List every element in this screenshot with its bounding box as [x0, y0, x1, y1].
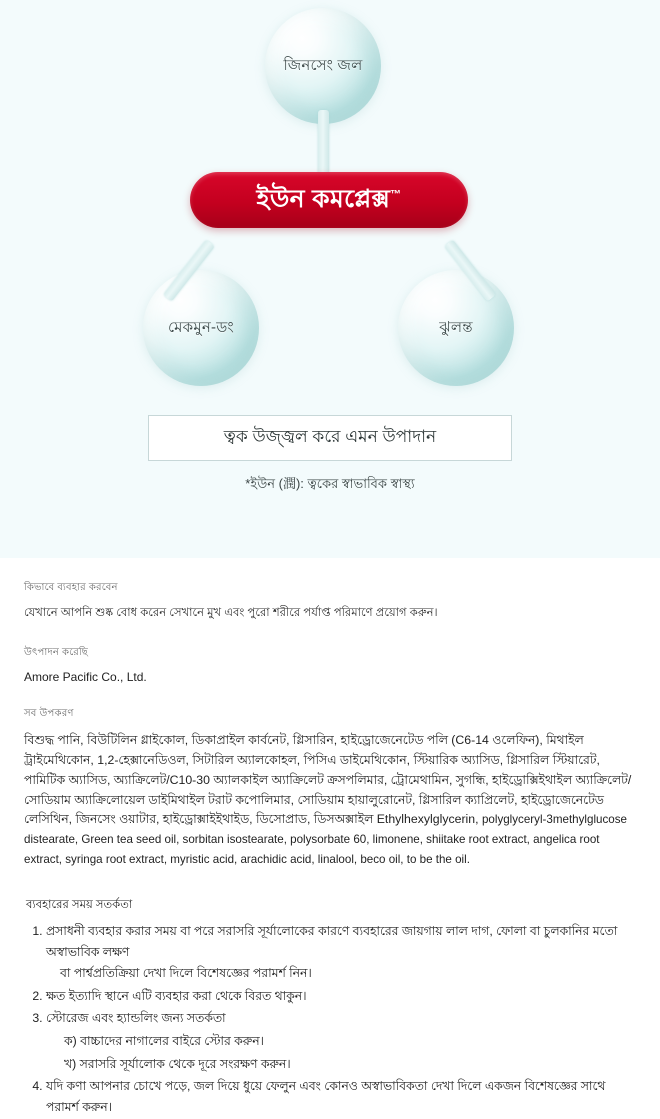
- ingredients-heading: সব উপকরণ: [24, 707, 74, 719]
- bubble-hanging: [398, 270, 514, 386]
- warning-text: ক্ষত ইত্যাদি স্থানে এটি ব্যবহার করা থেকে বিরত থাকুন।: [46, 988, 307, 1003]
- bubble-ginseng-water: [265, 8, 381, 124]
- ingredients-bengali: বিশুদ্ধ পানি, বিউটিলিন গ্লাইকোল, ডিকাপ্রাইল কার্বনেট, গ্লিসারিন, হাইড্রোজেনেটেড পলি (C6-14 ওলেফিন), মিথাইল ট্রাইমেথিকোন, 1,2-হেক্সানেডিওল, সিটারিল অ্যালকোহল, পিসিএ ডাইমেথিকোন, স্টিয়ারিক অ্যাসিড, গ্লিসারিল স্টিয়ারেট, পামিটিক অ্যাসিড, অ্যাক্রিলেট/C10-30 অ্যালকাইল অ্যাক্রিলেট ক্রসপলিমার, ট্রোমেথামিন, সুগন্ধি, হাইড্রোক্সিইথাইল অ্যাক্রিলেট/সোডিয়াম অ্যাক্রিলোয়েল ডাইমিথাইল টরাট কপোলিমার, সোডিয়াম হায়ালুরোনেট, গ্লিসারিল ক্যাপ্রিলেট, হাইড্রোজেনেটেড লেসিথিন, জিনসেং ওয়াটার, হাইড্রোক্সাইইথাইড, ডিসোপ্রাড, ডিসঅক্সাইল Ethylhexylglycerin,: [24, 732, 632, 827]
- diagram-caption-box: [148, 415, 512, 461]
- warning-text: প্রসাধনী ব্যবহার করার সময় বা পরে সরাসরি সূর্যালোকের কারণে ব্যবহারের জায়গায় লাল দাগ, ফোলা বা চুলকানির মতো অস্বাভাবিক লক্ষণ: [46, 924, 618, 960]
- warning-subitem: খ) সরাসরি সূর্যালোক থেকে দূরে সংরক্ষণ করুন।: [64, 1057, 291, 1071]
- warning-item: [46, 921, 636, 984]
- diagram-footnote: *ইউন (潤): ত্বকের স্বাভাবিক স্বাস্থ্য: [245, 476, 415, 491]
- product-info-body: [0, 558, 660, 1119]
- warning-sublist: [46, 1031, 636, 1075]
- bubble-label-right: ঝুলন্ত: [439, 318, 473, 336]
- trademark-symbol: ™: [390, 188, 402, 201]
- manufacturer-section: [24, 645, 636, 684]
- yun-complex-badge: [190, 172, 468, 228]
- warnings-heading: ব্যবহারের সময় সতর্কতা: [26, 899, 133, 912]
- bubble-label-top: জিনসেং জল: [283, 56, 363, 74]
- manufacturer-name: Amore Pacific Co., Ltd.: [24, 669, 147, 684]
- bubble-label-left: মেকমুন-ডং: [168, 318, 234, 336]
- yun-complex-text: ইউন কমপ্লেক্স: [256, 184, 391, 213]
- warning-item: [46, 1008, 636, 1075]
- warning-text: স্টোরেজ এবং হ্যান্ডলিং জন্য সতর্কতা: [46, 1010, 226, 1025]
- ingredients-latin: polyglyceryl-3methylglucose distearate, Green tea seed oil, sorbitan isostearate, polysorbate 60, limonene, shiitake root extract, angelica root extract, syringa root extract, myristic acid, arachidic acid, linalool, beco oil, to be the oil.: [24, 813, 627, 867]
- bubble-maekmun-dong: [143, 270, 259, 386]
- warnings-list: [24, 921, 636, 1118]
- warning-text: যদি কণা আপনার চোখে পড়ে, জল দিয়ে ধুয়ে ফেলুন এবং কোনও অস্বাভাবিকতা দেখা দিলে একজন বিশেষজ্ঞের সাথে পরামর্শ করুন।: [46, 1079, 606, 1115]
- manufacturer-heading: উৎপাদন করেছি: [24, 646, 89, 658]
- warning-subitem: ক) বাচ্চাদের নাগালের বাইরে স্টোর করুন।: [64, 1033, 264, 1048]
- yun-complex-label: [257, 179, 402, 222]
- warnings-section: [24, 896, 636, 1118]
- warning-item: [46, 1076, 636, 1118]
- usage-text: যেখানে আপনি শুষ্ক বোধ করেন সেখানে মুখ এবং পুরো শরীরে পর্যাপ্ত পরিমাণে প্রয়োগ করুন।: [24, 607, 438, 619]
- ingredients-section: [24, 706, 636, 870]
- usage-heading: কিভাবে ব্যবহার করবেন: [24, 582, 118, 593]
- ingredients-list: [24, 731, 636, 870]
- warning-item: [46, 986, 636, 1007]
- ingredient-diagram-panel: [0, 0, 660, 558]
- usage-section: [24, 580, 636, 623]
- diagram-caption-text: ত্বক উজ্জ্বল করে এমন উপাদান: [223, 427, 437, 446]
- warning-continuation: বা পার্শ্বপ্রতিক্রিয়া দেখা দিলে বিশেষজ্ঞের পরামর্শ নিন।: [60, 966, 312, 981]
